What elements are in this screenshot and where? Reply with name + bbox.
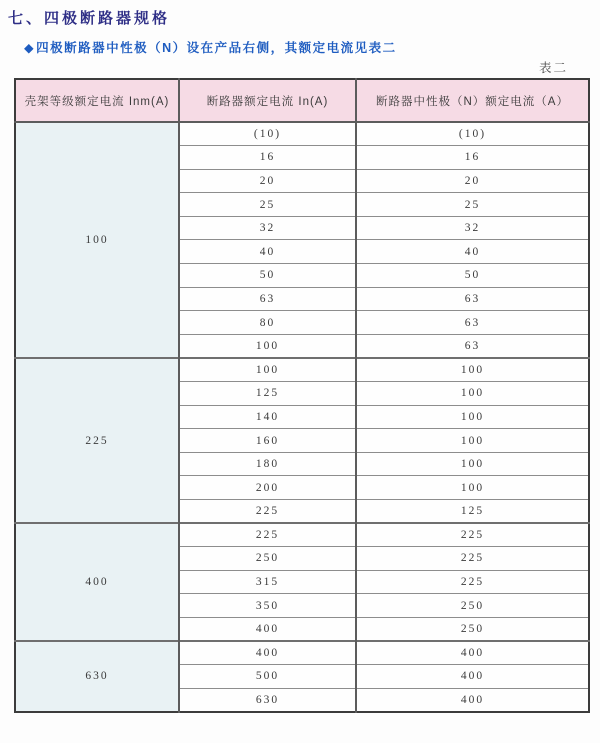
breaker-current-cell: 225 (179, 523, 356, 547)
breaker-current-cell: 315 (179, 570, 356, 594)
column-header: 断路器中性极（N）额定电流（A） (356, 79, 589, 122)
breaker-current-cell: 20 (179, 169, 356, 193)
neutral-current-cell: 100 (356, 382, 589, 406)
neutral-current-cell: (10) (356, 122, 589, 146)
breaker-current-cell: 225 (179, 500, 356, 524)
neutral-current-cell: 225 (356, 570, 589, 594)
breaker-current-cell: 125 (179, 382, 356, 406)
neutral-current-cell: 50 (356, 264, 589, 288)
breaker-current-cell: 100 (179, 334, 356, 358)
table-row (15, 641, 589, 665)
neutral-current-cell: 225 (356, 523, 589, 547)
table-body (15, 122, 589, 712)
breaker-current-cell: 140 (179, 405, 356, 429)
table-row (15, 523, 589, 547)
neutral-current-cell: 250 (356, 617, 589, 641)
neutral-current-cell: 20 (356, 169, 589, 193)
header-row (15, 79, 589, 122)
page-title: 七、四极断路器规格 (8, 10, 171, 27)
frame-current-cell: 225 (15, 358, 179, 523)
breaker-current-cell: 180 (179, 452, 356, 476)
neutral-current-cell: 40 (356, 240, 589, 264)
breaker-current-cell: 160 (179, 429, 356, 453)
neutral-current-cell: 100 (356, 476, 589, 500)
neutral-current-cell: 100 (356, 452, 589, 476)
breaker-current-cell: 16 (179, 146, 356, 170)
breaker-current-cell: 350 (179, 594, 356, 618)
neutral-current-cell: 125 (356, 500, 589, 524)
breaker-current-cell: 40 (179, 240, 356, 264)
neutral-current-cell: 63 (356, 334, 589, 358)
breaker-current-cell: 400 (179, 617, 356, 641)
subtitle-text: 四极断路器中性极（N）设在产品右侧，其额定电流见表二 (36, 41, 397, 55)
neutral-current-cell: 250 (356, 594, 589, 618)
breaker-current-cell: 63 (179, 287, 356, 311)
neutral-current-cell: 400 (356, 665, 589, 689)
breaker-current-cell: 100 (179, 358, 356, 382)
frame-current-cell: 400 (15, 523, 179, 641)
neutral-current-cell: 225 (356, 547, 589, 571)
neutral-current-cell: 100 (356, 429, 589, 453)
neutral-current-cell: 400 (356, 688, 589, 712)
table-row (15, 122, 589, 146)
frame-current-cell: 630 (15, 641, 179, 712)
breaker-current-cell: 500 (179, 665, 356, 689)
neutral-current-cell: 63 (356, 311, 589, 335)
breaker-current-cell: 200 (179, 476, 356, 500)
frame-current-cell: 100 (15, 122, 179, 358)
neutral-current-cell: 100 (356, 358, 589, 382)
breaker-current-cell: 400 (179, 641, 356, 665)
subtitle (24, 38, 588, 56)
neutral-current-cell: 16 (356, 146, 589, 170)
column-header: 断路器额定电流 In(A) (179, 79, 356, 122)
breaker-current-cell: 80 (179, 311, 356, 335)
table-label: 表二 (538, 61, 568, 75)
column-header: 壳架等级额定电流 Inm(A) (15, 79, 179, 122)
breaker-current-cell: 630 (179, 688, 356, 712)
neutral-current-cell: 25 (356, 193, 589, 217)
breaker-current-cell: 250 (179, 547, 356, 571)
neutral-current-cell: 32 (356, 216, 589, 240)
breaker-current-cell: 32 (179, 216, 356, 240)
spec-table (14, 78, 590, 713)
breaker-current-cell: (10) (179, 122, 356, 146)
neutral-current-cell: 63 (356, 287, 589, 311)
breaker-current-cell: 25 (179, 193, 356, 217)
neutral-current-cell: 100 (356, 405, 589, 429)
table-row (15, 358, 589, 382)
neutral-current-cell: 400 (356, 641, 589, 665)
breaker-current-cell: 50 (179, 264, 356, 288)
diamond-bullet-icon: ◆ (24, 41, 36, 55)
